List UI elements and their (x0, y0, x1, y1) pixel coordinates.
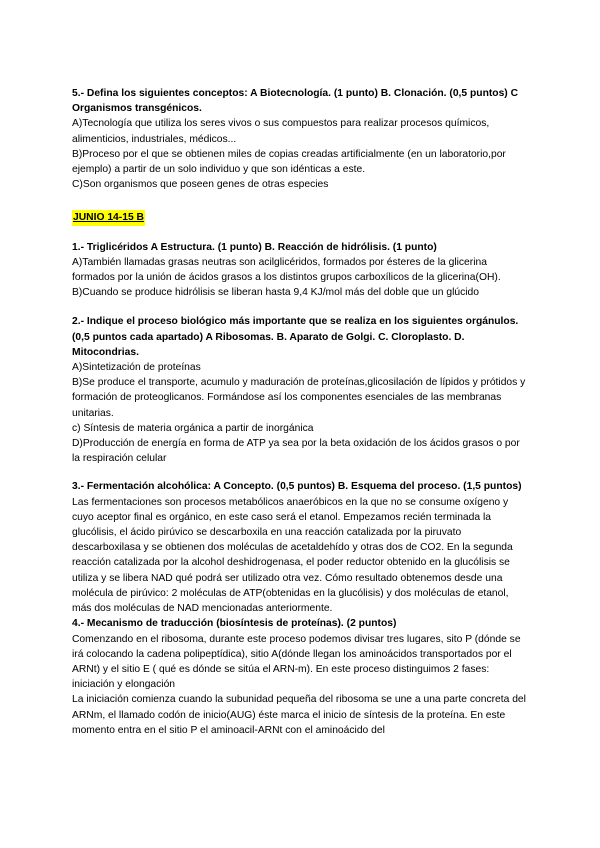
question-4 (72, 616, 530, 738)
question-2-answer-a: A)Sintetización de proteínas (72, 362, 201, 374)
question-1-answer-a: A)También llamadas grasas neutras son acilglicéridos, formados por ésteres de la glicerina formados por la unión de ácidos grasos a los distintos grupos carboxílicos de la glicerina(OH). (72, 256, 501, 284)
question-3-title: 3.- Fermentación alcohólica: A Concepto. (0,5 puntos) B. Esquema del proceso. (1,5 puntos) (72, 481, 522, 493)
section-heading-wrap (72, 210, 530, 225)
question-3-answer: Las fermentaciones son procesos metabólicos anaeróbicos en la que no se consume oxígeno y cuyo aceptor final es orgánico, en este caso será el etanol. Empezamos recién terminada la glucólisis, el ácido pirúvico se descarboxila en una reacción catalizada por la piruvato descarboxilasa y se obtienen dos moléculas de acetaldehído y otras dos de CO2. En la segunda reacción catalizada por la alcohol deshidrogenasa, el poder reductor obtenido en la glucólisis se utiliza y se libera NAD qué podrá ser utilizado otra vez. Cómo resultado obtenemos desde una molécula de pirúvico: 2 moléculas de ATP(obtenidas en la glucólisis) y dos moléculas de etanol, más dos moléculas de NAD mencionadas anteriormente. (72, 496, 513, 615)
question-3 (72, 479, 530, 616)
question-2-title: 2.- Indique el proceso biológico más importante que se realiza en los siguientes orgánulos. (0,5 puntos cada apartado) A Ribosomas. B. Aparato de Golgi. C. Cloroplasto. D. Mitocondrias. (72, 316, 519, 358)
section-heading: JUNIO 14-15 B (72, 210, 145, 225)
question-1 (72, 240, 530, 301)
question-4-title: 4.- Mecanismo de traducción (biosíntesis de proteínas). (2 puntos) (72, 618, 397, 630)
question-5-title: 5.- Defina los siguientes conceptos: A Biotecnología. (1 punto) B. Clonación. (0,5 puntos) C Organismos transgénicos. (72, 88, 519, 115)
question-4-answer-initiation: La iniciación comienza cuando la subunidad pequeña del ribosoma se une a una parte concreta del ARNm, el llamado codón de inicio(AUG) éste marca el inicio de síntesis de la proteína. En este momento entra en el sitio P el aminoacil-ARNt con el aminoácido del (72, 694, 526, 736)
question-5-answer-a: A)Tecnología que utiliza los seres vivos o sus compuestos para realizar procesos químicos, alimenticios, industriales, médicos... (72, 118, 490, 145)
question-2-answer-c: c) Síntesis de materia orgánica a partir de inorgánica (72, 422, 314, 434)
question-5 (72, 86, 530, 192)
question-1-answer-b: B)Cuando se produce hidrólisis se liberan hasta 9,4 KJ/mol más del doble que un glúcido (72, 287, 479, 299)
question-2-answer-b: B)Se produce el transporte, acumulo y maduración de proteínas,glicosilación de lípidos y prótidos y formación de proteoglicanos. Formándose así los componentes esenciales de las membranas unitarias. (72, 377, 526, 419)
question-2-answer-d: D)Producción de energía en forma de ATP ya sea por la beta oxidación de los ácidos grasos o por la respiración celular (72, 438, 520, 465)
question-5-answer-b: B)Proceso por el que se obtienen miles de copias creadas artificialmente (en un laboratorio,por ejemplo) a partir de un solo individuo y que son idénticas a este. (72, 148, 506, 176)
question-2 (72, 314, 530, 466)
question-4-answer-intro: Comenzando en el ribosoma, durante este proceso podemos divisar tres lugares, sito P (dónde se irá colocando la cadena polipeptídica), sitio A(dónde llegan los aminoácidos transportados por el ARNt) y el sitio E ( qué es dónde se sitúa el ARN-m). En este proceso distinguimos 2 fases: iniciación y elongación (72, 633, 521, 691)
question-5-answer-c: C)Son organismos que poseen genes de otras especies (72, 179, 329, 191)
question-1-title: 1.- Triglicéridos A Estructura. (1 punto) B. Reacción de hidrólisis. (1 punto) (72, 241, 437, 253)
